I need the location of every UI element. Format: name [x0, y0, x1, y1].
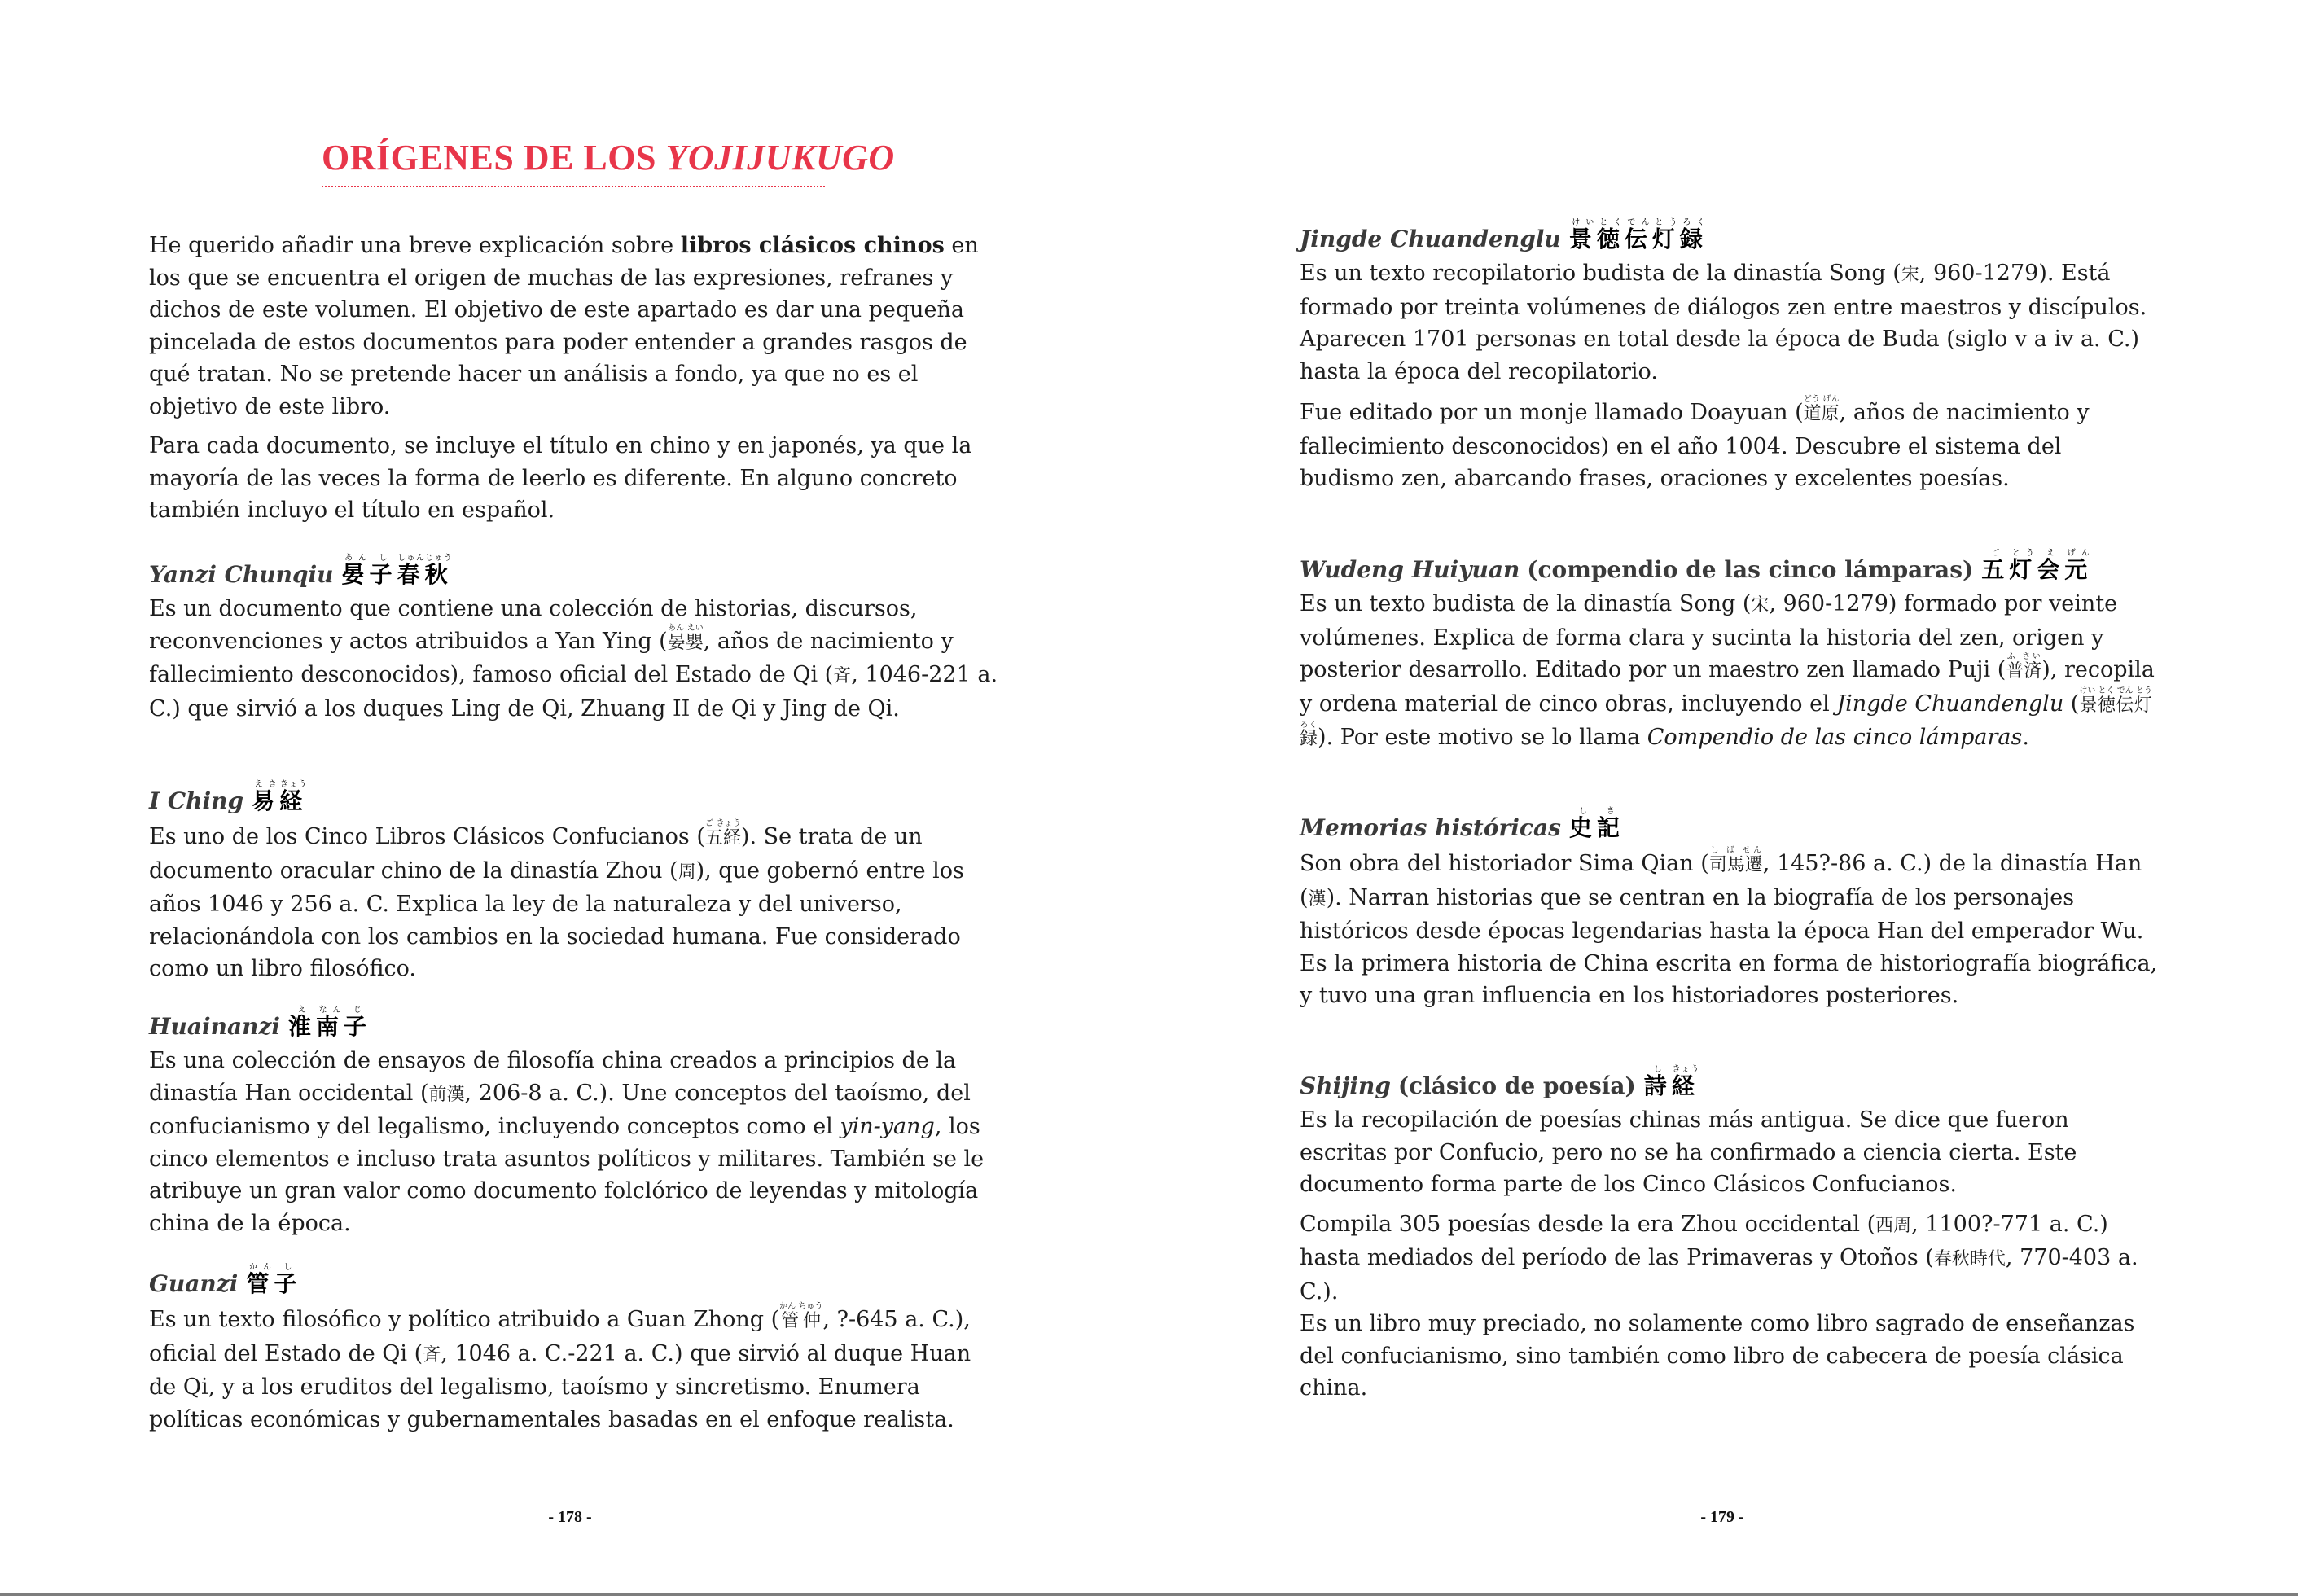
- entry-description: Es un texto recopilatorio budista de la dinastía Song (宋, 960-1279). Está formado por treinta volúmenes de diálogos zen entre maestros y discípulos. Aparecen 1701 personas en total desde la época de Buda (siglo v a iv a. C.) hasta la época del recopilatorio.: [1300, 261, 2147, 384]
- left-page: [0, 0, 1149, 1593]
- intro-paragraph-2: Para cada documento, se incluye el título en chino y en japonés, ya que la mayoría de las veces la forma de leerlo es diferente. En alguno concreto también incluyo el título en español.: [149, 433, 972, 523]
- entry-title: I Ching: [149, 787, 244, 814]
- entry-heading: [1300, 1065, 2163, 1104]
- entry-kanji-title: 景けい徳とく伝でん灯とう録ろく: [1568, 218, 1708, 252]
- intro-bold-text: libros clásicos chinos: [680, 233, 945, 258]
- entry-shijing: [1300, 1065, 2163, 1405]
- entry-description-2: Compila 305 poesías desde la era Zhou occidental (西周, 1100?-771 a. C.) hasta mediados del período de las Primaveras y Otoños (春秋時代, 770-403 a. C.). Es un libro muy preciado, no solamente como libro sagrado de enseñanzas del confucianismo, sino también como libro de cabecera de poesía clásica china.: [1300, 1211, 2138, 1401]
- entry-description: Es una colección de ensayos de filosofía china creados a principios de la dinastía Han occidental (前漢, 206-8 a. C.). Une conceptos del taoísmo, del confucianismo y del legalismo, incluyendo conceptos como el yin-yang, los cinco elementos e incluso trata asuntos políticos y militares. También se le atribuye un gran valor como documento folclórico de leyendas y mitología china de la época.: [149, 1048, 985, 1236]
- intro-text: en los que se encuentra el origen de muchas de las expresiones, refranes y dichos de este volumen. El objetivo de este apartado es dar una pequeña pincelada de estos documentos para poder entender a grandes rasgos de qué tratan. No se pretende hacer un análisis a fondo, ya que no es el objetivo de este libro.: [149, 233, 979, 419]
- entry-heading: [1300, 807, 2163, 846]
- entry-heading: [149, 554, 1000, 593]
- intro-section: [149, 230, 1000, 527]
- entry-title: Memorias históricas: [1300, 814, 1561, 841]
- entry-memorias-historicas: [1300, 807, 2163, 1012]
- entry-description: Es un texto filosófico y político atribuido a Guan Zhong (管仲かん ちゅう, ?-645 a. C.), oficial del Estado de Qi (斉, 1046 a. C.-221 a. C.) que sirvió al duque Huan de Qi, y a los eruditos del legalismo, taoísmo y sincretismo. Enumera políticas económicas y gubernamentales basadas en el enfoque realista.: [149, 1302, 971, 1432]
- entry-kanji-title: 易えき経きょう: [252, 780, 308, 814]
- entry-yanzi-chunqiu: [149, 554, 1000, 725]
- entry-description-2: Fue editado por un monje llamado Doayuan (道原どう げん, años de nacimiento y fallecimiento desconocidos) en el año 1004. Descubre el sistema del budismo zen, abarcando frases, oraciones y excelentes poesías.: [1300, 395, 2090, 491]
- entry-kanji-title: 詩し経きょう: [1643, 1065, 1699, 1099]
- page-number-left: - 178 -: [548, 1508, 592, 1526]
- entry-kanji-title: 晏あん子し春しゅん秋じゅう: [341, 554, 453, 588]
- entry-description: Son obra del historiador Sima Qian (司馬遷し ば せん, 145?-86 a. C.) de la dinastía Han (漢). Narran historias que se centran en la biografía de los personajes históricos desde épocas legendarias hasta la época Han del emperador Wu. Es la primera historia de China escrita en forma de historiografía biográfica, y tuvo una gran influencia en los historiadores posteriores.: [1300, 846, 2158, 1008]
- entry-i-ching: [149, 780, 1000, 985]
- entry-description: Es uno de los Cinco Libros Clásicos Confucianos (五経ご きょう). Se trata de un documento oracular chino de la dinastía Zhou (周), que gobernó entre los años 1046 y 256 a. C. Explica la ley de la naturaleza y del universo, relacionándola con los cambios en la sociedad humana. Fue considerado como un libro filosófico.: [149, 819, 964, 981]
- entry-title: Jingde Chuandenglu: [1300, 226, 1561, 252]
- entry-title: Huainanzi: [149, 1013, 280, 1040]
- entry-subtitle: (compendio de las cinco lámparas): [1527, 556, 1974, 583]
- entry-heading: [149, 1263, 1000, 1302]
- entry-description: Es un texto budista de la dinastía Song (宋, 960-1279) formado por veinte volúmenes. Explica de forma clara y sucinta la historia del zen, origen y posterior desarrollo. Editado por un maestro zen llamado Puji (普済ふ さい), recopila y ordena material de cinco obras, incluyendo el Jingde Chuandenglu (景徳伝灯録けい とく でん とう ろく ). Por este motivo se lo llama Compendio de las cinco lámparas.: [1300, 591, 2155, 750]
- title-dotted-rule: [322, 186, 825, 187]
- entry-heading: [1300, 549, 2163, 588]
- intro-paragraph-1: [149, 230, 1000, 423]
- entry-subtitle: (clásico de poesía): [1397, 1072, 1636, 1099]
- entry-kanji-title: 淮え南なん子じ: [288, 1006, 372, 1040]
- entry-huainanzi: [149, 1006, 1000, 1239]
- entry-heading: [149, 780, 1000, 819]
- entry-title: Wudeng Huiyuan: [1300, 556, 1520, 583]
- entry-kanji-title: 五ご灯とう会え元げん: [1981, 549, 2093, 583]
- entry-jingde-chuandenglu: [1300, 218, 2163, 495]
- entry-description: Es un documento que contiene una colección de historias, discursos, reconvenciones y actos atribuidos a Yan Ying (晏嬰あん えい, años de nacimiento y fallecimiento desconocidos), famoso oficial del Estado de Qi (斉, 1046-221 a. C.) que sirvió a los duques Ling de Qi, Zhuang II de Qi y Jing de Qi.: [149, 596, 998, 721]
- entry-wudeng-huiyuan: [1300, 549, 2163, 756]
- entry-heading: [149, 1006, 1000, 1045]
- intro-text: He querido añadir una breve explicación sobre: [149, 233, 681, 258]
- entry-guanzi: [149, 1263, 1000, 1436]
- chapter-title-plain: ORÍGENES DE LOS: [322, 138, 666, 178]
- chapter-title: [322, 137, 895, 178]
- bottom-rule: [0, 1593, 2298, 1596]
- entry-kanji-title: 史し記き: [1568, 807, 1625, 841]
- page-number-right: - 179 -: [1700, 1508, 1744, 1526]
- entry-heading: [1300, 218, 2163, 257]
- right-page: [1149, 0, 2298, 1593]
- entry-description: Es la recopilación de poesías chinas más antigua. Se dice que fueron escritas por Confucio, pero no se ha confirmado a ciencia cierta. Este documento forma parte de los Cinco Clásicos Confucianos.: [1300, 1107, 2077, 1197]
- entry-title: Guanzi: [149, 1270, 239, 1297]
- entry-title: Yanzi Chunqiu: [149, 561, 334, 588]
- entry-title: Shijing: [1300, 1072, 1391, 1099]
- chapter-title-italic: YOJIJUKUGO: [665, 138, 895, 178]
- entry-kanji-title: 管かん子し: [246, 1263, 302, 1297]
